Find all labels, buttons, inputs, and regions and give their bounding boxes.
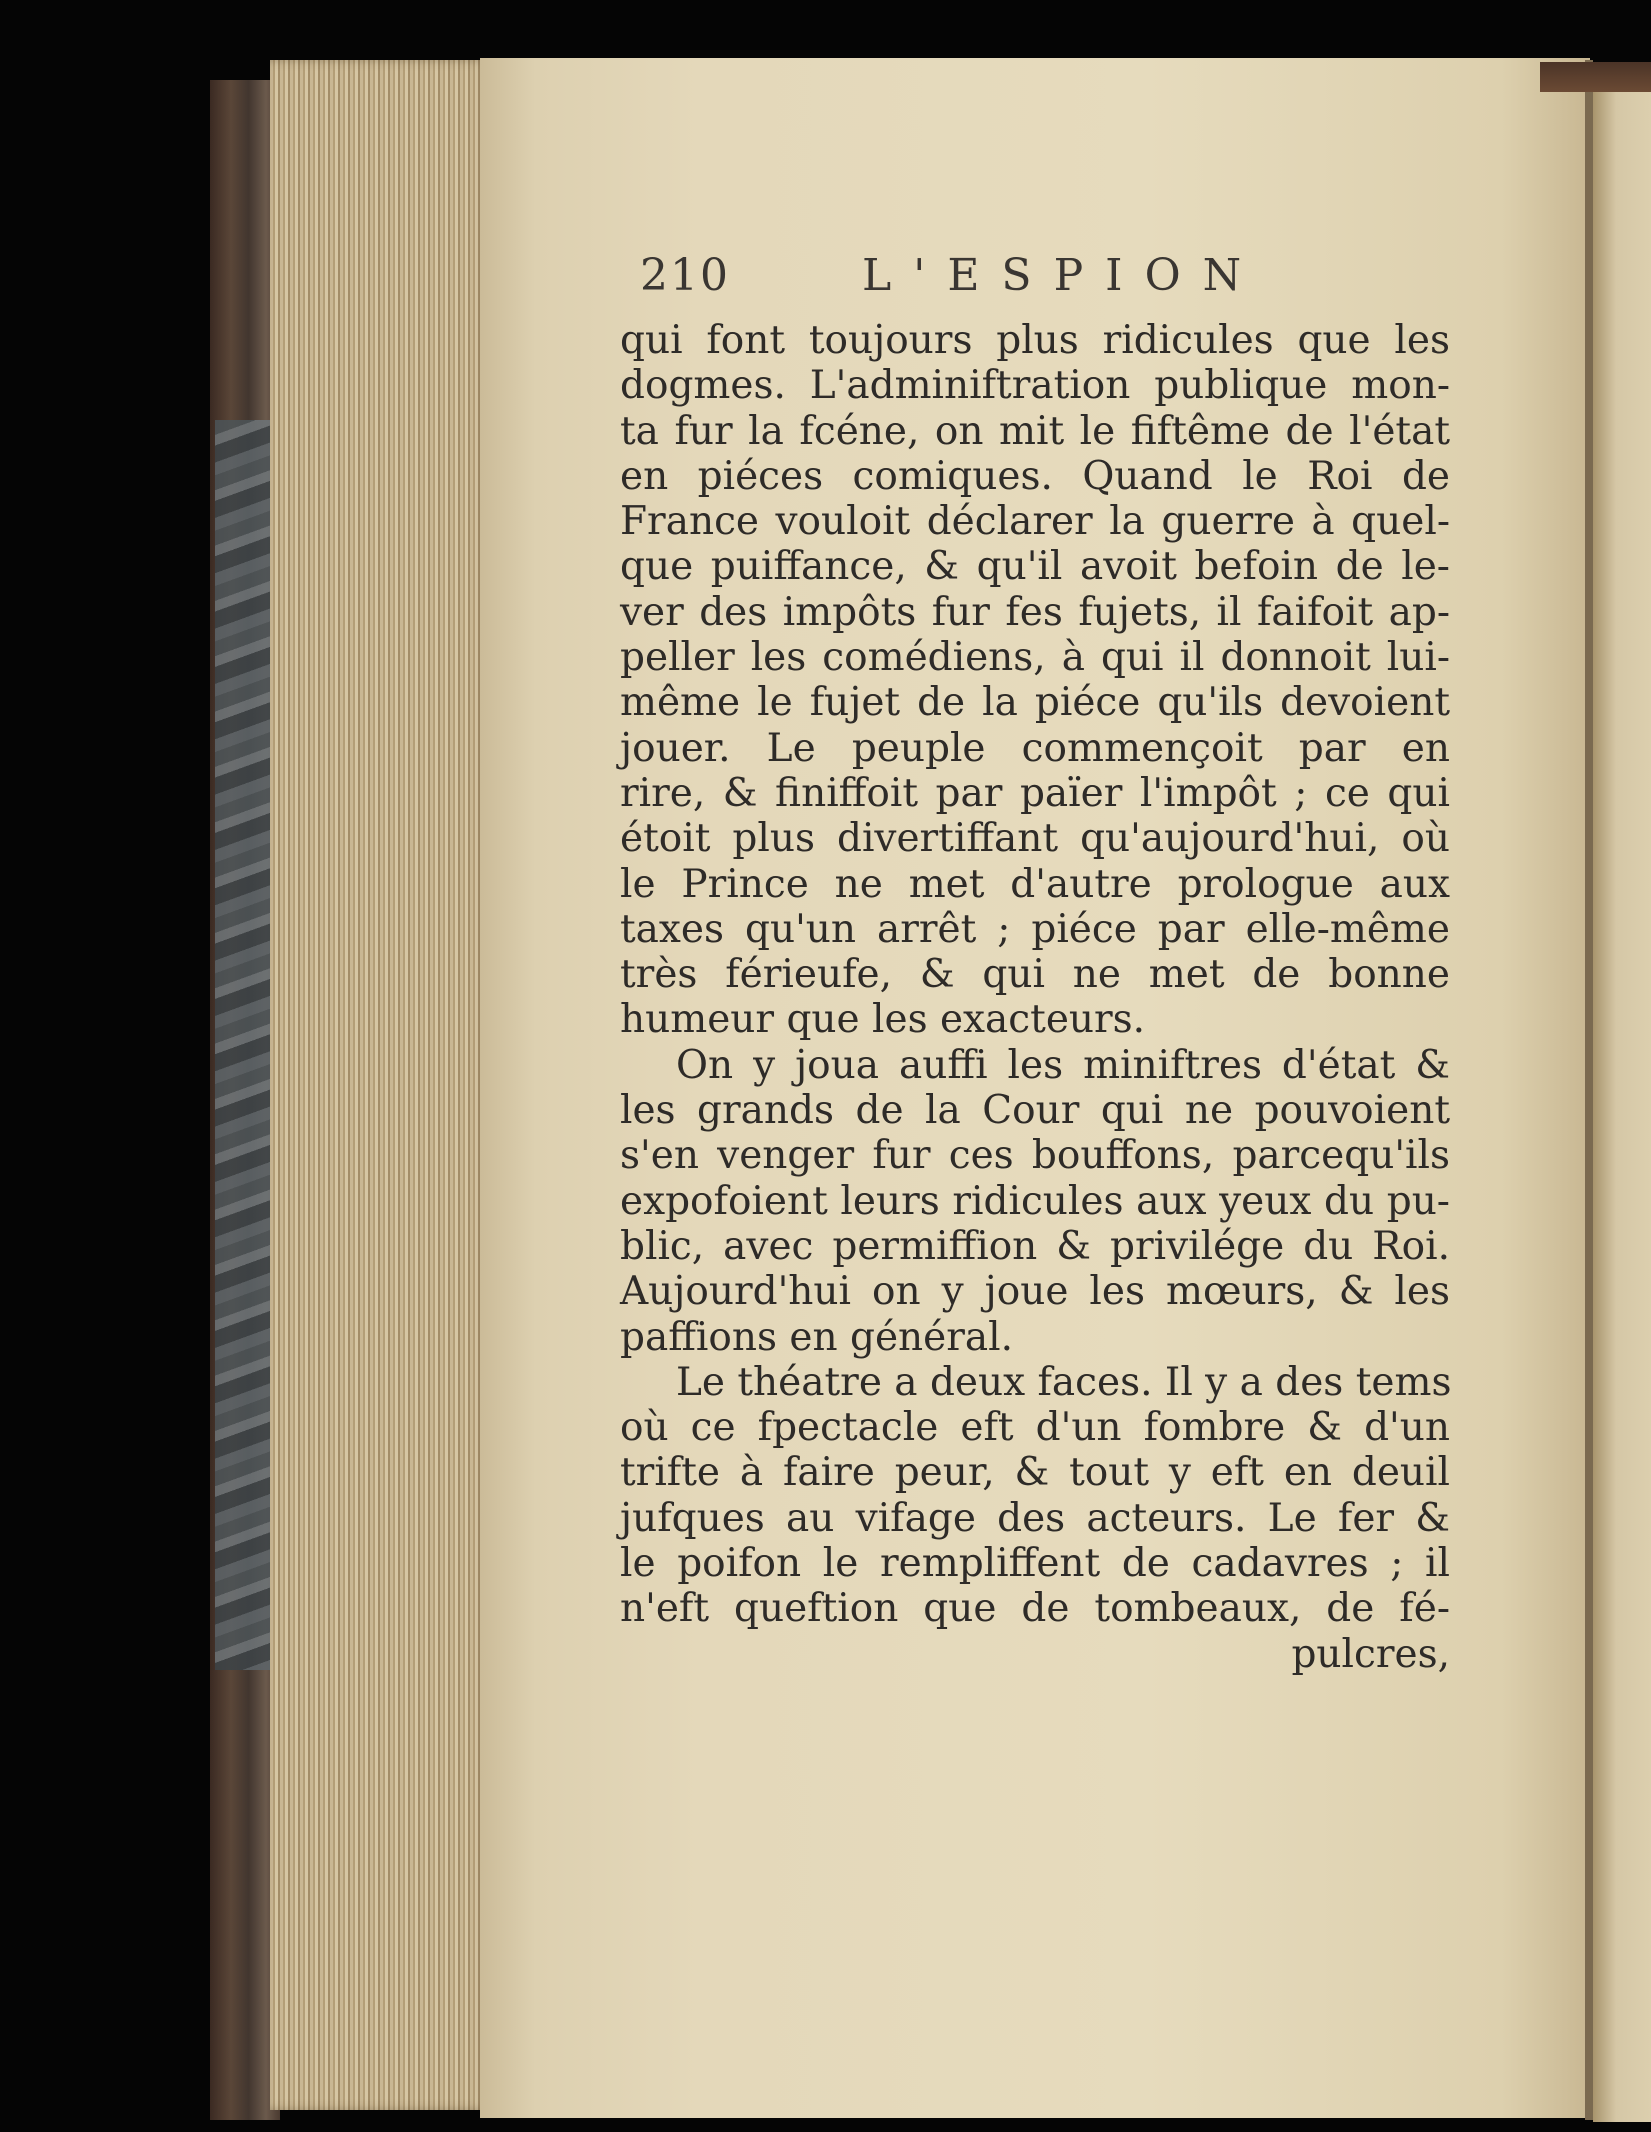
text-line: trifte à faire peur, & tout y eft en deuil	[620, 1450, 1450, 1496]
text-line: très férieufe, & qui ne met de bonne	[620, 952, 1450, 998]
text-line: le Prince ne met d'autre prologue aux	[620, 861, 1450, 907]
text-line: les grands de la Cour qui ne pouvoient	[620, 1088, 1450, 1134]
text-line: Aujourd'hui on y joue les mœurs, & les	[620, 1269, 1450, 1315]
text-line: jouer. Le peuple commençoit par en	[620, 725, 1450, 771]
text-line: le poifon le rempliffent de cadavres ; il	[620, 1541, 1450, 1587]
text-line: On y joua auffi les miniftres d'état &	[676, 1042, 1450, 1088]
marbled-cover	[215, 420, 275, 1670]
text-line: taxes qu'un arrêt ; piéce par elle-même	[620, 906, 1450, 952]
page-number: 210	[640, 250, 730, 301]
text-line: n'eft queftion que de tombeaux, de fé-	[620, 1586, 1450, 1632]
text-line: en piéces comiques. Quand le Roi de	[620, 453, 1450, 499]
page-edges	[270, 60, 490, 2110]
text-line: ta fur la fcéne, on mit le fiftême de l'état	[620, 408, 1450, 454]
text-line: ver des impôts fur fes fujets, il faifoit ap-	[620, 589, 1450, 635]
facing-page-edge	[1593, 62, 1651, 2122]
text-line: humeur que les exacteurs.	[620, 997, 1146, 1043]
text-line: que puiffance, & qu'il avoit befoin de le-	[620, 544, 1450, 590]
text-line: Le théatre a deux faces. Il y a des tems	[676, 1359, 1452, 1405]
book-gutter	[1585, 60, 1593, 2120]
text-line: qui font toujours plus ridicules que les	[620, 318, 1450, 363]
text-line: jufques au vifage des acteurs. Le fer &	[620, 1495, 1450, 1541]
text-line: paffions en général.	[620, 1314, 1014, 1360]
text-line: où ce fpectacle eft d'un fombre & d'un	[620, 1405, 1450, 1451]
page-header	[640, 250, 1440, 310]
text-line: peller les comédiens, à qui il donnoit lui-	[620, 635, 1450, 681]
text-line: étoit plus divertiffant qu'aujourd'hui, où	[620, 816, 1450, 862]
page-text	[620, 318, 1450, 1677]
text-line: rire, & finiffoit par païer l'impôt ; ce qui	[620, 770, 1450, 816]
catchword: pulcres,	[1291, 1631, 1450, 1677]
text-line: blic, avec permiffion & privilége du Roi.	[620, 1223, 1450, 1269]
text-line: expofoient leurs ridicules aux yeux du pu-	[620, 1178, 1450, 1224]
running-title: L'ESPION	[862, 250, 1264, 301]
text-line: s'en venger fur ces bouffons, parcequ'ils	[620, 1133, 1450, 1179]
text-line: France vouloit déclarer la guerre à quel-	[620, 499, 1450, 545]
text-line: dogmes. L'adminiftration publique mon-	[620, 363, 1450, 409]
text-line: même le fujet de la piéce qu'ils devoient	[620, 680, 1450, 726]
binding-top-right	[1540, 62, 1651, 92]
